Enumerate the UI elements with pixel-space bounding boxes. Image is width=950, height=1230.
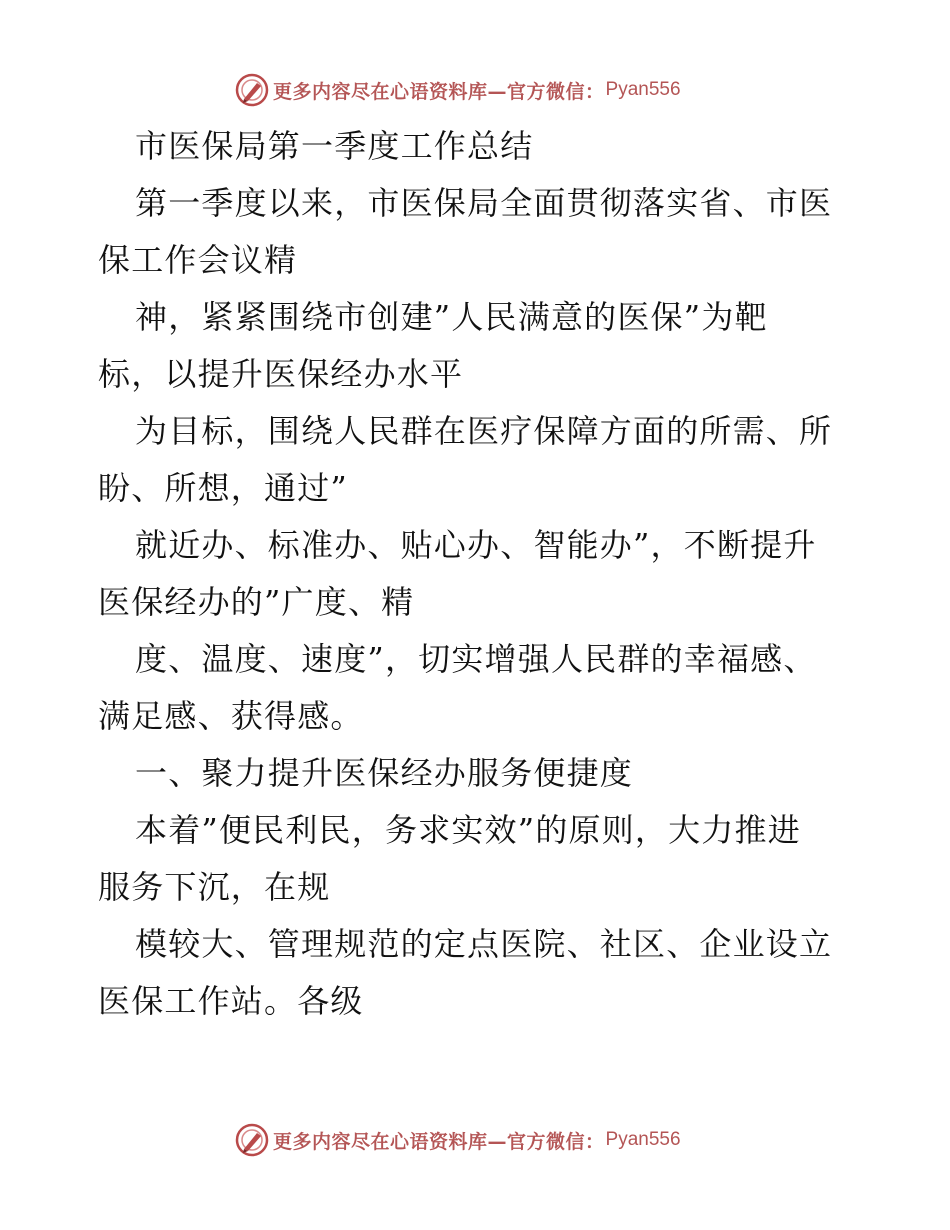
text-line: 本着”便民利民，务求实效”的原则，大力推进 (135, 811, 801, 849)
text-line: 模较大、管理规范的定点医院、社区、企业设立 (135, 925, 833, 963)
watermark-wechat-id: Pyan556 (605, 1129, 681, 1150)
text-line: 就近办、标准办、贴心办、智能办”，不断提升 (135, 526, 817, 564)
text-line: 第一季度以来，市医保局全面贯彻落实省、市医 (135, 184, 833, 222)
text-line: 为目标，围绕人民群在医疗保障方面的所需、所 (135, 412, 833, 450)
text-line: 医保工作站。各级 (98, 982, 364, 1020)
text-line: 神，紧紧围绕市创建”人民满意的医保”为靶 (135, 298, 768, 336)
header-watermark (235, 72, 681, 108)
text-line: 度、温度、速度”，切实增强人民群的幸福感、 (135, 640, 817, 678)
watermark-wechat-id: Pyan556 (605, 79, 681, 100)
text-line: 服务下沉，在规 (98, 868, 331, 906)
document-title: 市医保局第一季度工作总结 (135, 127, 534, 165)
text-line: 盼、所想，通过” (98, 469, 348, 507)
footer-watermark (235, 1122, 681, 1158)
watermark-text: 更多内容尽在心语资料库—官方微信： (273, 1130, 605, 1153)
text-line: 标，以提升医保经办水平 (98, 355, 464, 393)
text-line: 保工作会议精 (98, 241, 298, 279)
pen-logo-icon (235, 73, 269, 107)
text-line: 满足感、获得感。 (98, 697, 364, 735)
pen-logo-icon (235, 1123, 269, 1157)
text-line: 医保经办的”广度、精 (98, 583, 415, 621)
watermark-text: 更多内容尽在心语资料库—官方微信： (273, 80, 605, 103)
section-heading: 一、聚力提升医保经办服务便捷度 (135, 754, 634, 792)
document-body (98, 118, 858, 1030)
